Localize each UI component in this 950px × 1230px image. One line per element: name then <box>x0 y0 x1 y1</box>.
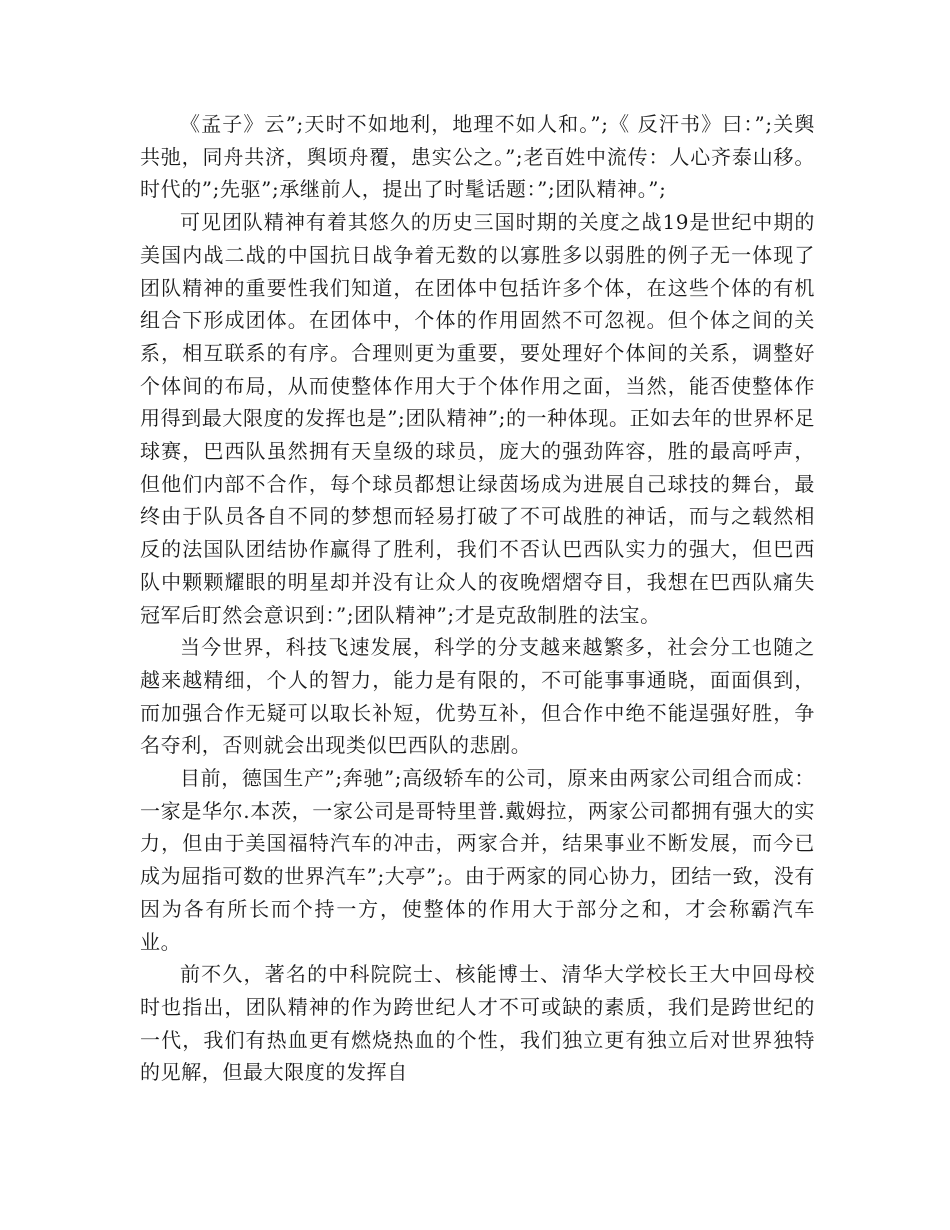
paragraph-3: 当今世界，科技飞速发展，科学的分支越来越繁多，社会分工也随之越来越精细，个人的智力，能力是有限的，不可能事事通晓，面面俱到，而加强合作无疑可以取长补短，优势互补，但合作中绝不能逞强好胜，争名夺利，否则就会出现类似巴西队的悲剧。 <box>140 635 815 758</box>
paragraph-1: 《孟子》云”;天时不如地利，地理不如人和。”;《 反汗书》曰：”;关舆共弛，同舟共济，舆顷舟覆，患实公之。”;老百姓中流传：人心齐泰山移。时代的”;先驱”;承继前人，提出了时髦话题：”;团队精神。”; <box>140 112 815 202</box>
paragraph-2: 可见团队精神有着其悠久的历史三国时期的关度之战19是世纪中期的美国内战二战的中国抗日战争着无数的以寡胜多以弱胜的例子无一体现了团队精神的重要性我们知道，在团体中包括许多个体，在这些个体的有机组合下形成团体。在团体中，个体的作用固然不可忽视。但个体之间的关系，相互联系的有序。合理则更为重要，要处理好个体间的关系，调整好个体间的布局，从而使整体作用大于个体作用之面，当然，能否使整体作用得到最大限度的发挥也是”;团队精神”;的一种体现。正如去年的世界杯足球赛，巴西队虽然拥有天皇级的球员，庞大的强劲阵容，胜的最高呼声，但他们内部不合作，每个球员都想让绿茵场成为进展自己球技的舞台，最终由于队员各自不同的梦想而轻易打破了不可战胜的神话，而与之载然相反的法国队团结协作赢得了胜利，我们不否认巴西队实力的强大，但巴西队中颗颗耀眼的明星却并没有让众人的夜晚熠熠夺目，我想在巴西队痛失冠军后盯然会意识到：”;团队精神”;才是克敌制胜的法宝。 <box>140 210 815 627</box>
paragraph-4: 目前，德国生产”;奔驰”;高级轿车的公司，原来由两家公司组合而成：一家是华尔.本茨，一家公司是哥特里普.戴姆拉，两家公司都拥有强大的实力，但由于美国福特汽车的冲击，两家合并，结果事业不断发展，而今已成为屈指可数的世界汽车”;大亭”;。由于两家的同心协力，团结一致，没有因为各有所长而个持一方，使整体的作用大于部分之和，才会称霸汽车业。 <box>140 766 815 954</box>
paragraph-5: 前不久，著名的中科院院士、核能博士、清华大学校长王大中回母校时也指出，团队精神的作为跨世纪人才不可或缺的素质，我们是跨世纪的一代，我们有热血更有燃烧热血的个性，我们独立更有独立后对世界独特的见解，但最大限度的发挥自 <box>140 962 815 1085</box>
document-body <box>140 108 815 1089</box>
